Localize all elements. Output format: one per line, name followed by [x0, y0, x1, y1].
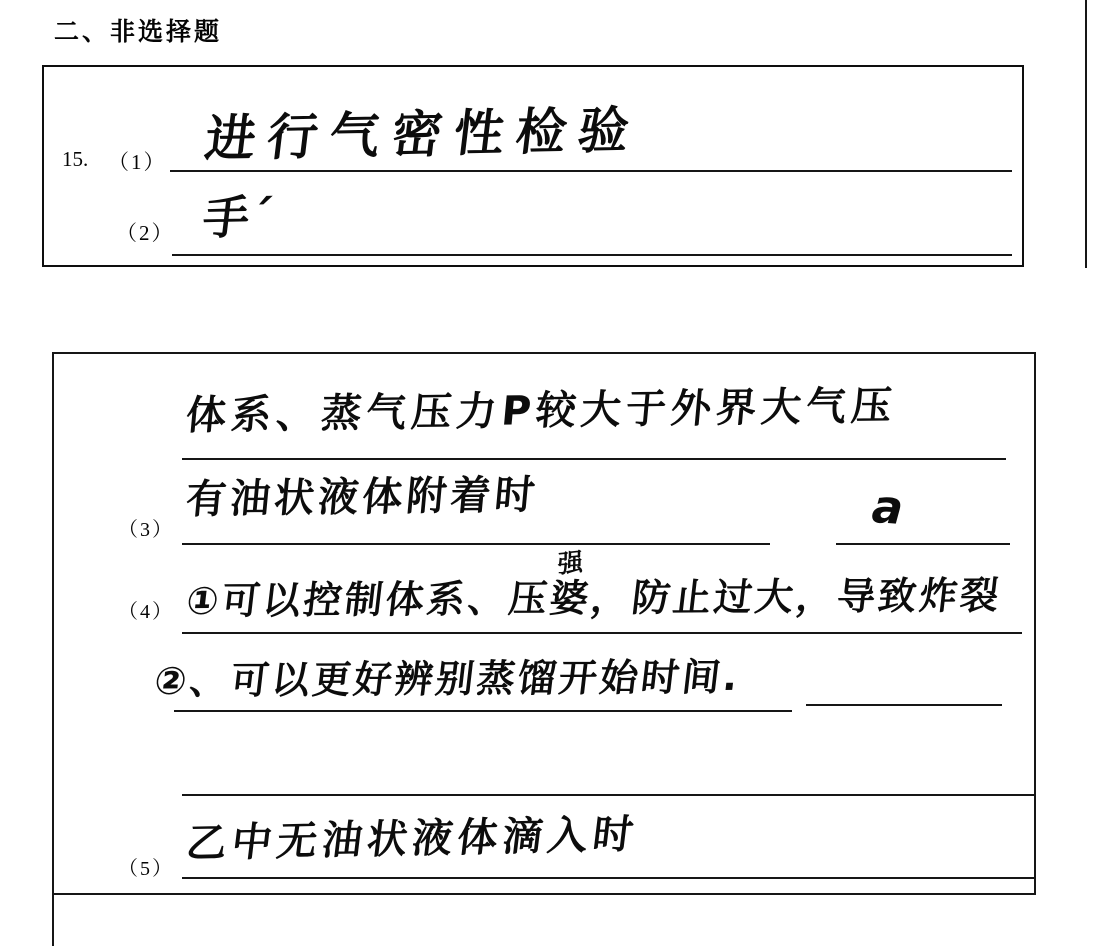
- answer-line-part5: [182, 877, 1034, 879]
- section-title: 二、非选择题: [54, 18, 223, 46]
- answer-line-part3-segment1: [182, 543, 770, 545]
- part3-label: （3）: [118, 519, 174, 541]
- part4-crossed-char: 婆: [547, 576, 594, 621]
- handwritten-answer-part4-line1: [183, 546, 1004, 623]
- page-edge-artifact-line: [1085, 0, 1087, 268]
- answer-line-blank: [182, 794, 1034, 796]
- answer-line-part4-line1: [182, 632, 1022, 634]
- handwritten-answer-part1: 进行气密性检验: [201, 100, 644, 168]
- handwritten-carryover-line: 体系、蒸气压力P较大于外界大气压: [183, 383, 899, 439]
- part2-label: （2）: [116, 221, 175, 245]
- part5-label: （5）: [118, 858, 174, 880]
- answer-line-part4-line2-segment2: [806, 704, 1002, 706]
- handwritten-answer-part3: 有油状液体附着时: [183, 472, 541, 523]
- box2-right-border: [1034, 352, 1036, 895]
- handwritten-answer-part5: 乙中无油状液体滴入时: [183, 811, 641, 867]
- answer-box-1: [42, 65, 1024, 267]
- box2-top-border: [52, 352, 1036, 354]
- answer-line-part4-line2-segment1: [174, 710, 792, 712]
- part4-line1-post: ，防止过大，导致炸裂: [588, 573, 1004, 621]
- answer-box-2: [52, 352, 1036, 946]
- handwritten-answer-part4-line2: ②、可以更好辨别蒸馏开始时间.: [151, 654, 744, 703]
- answer-line-carryover: [182, 458, 1006, 460]
- handwritten-margin-note-a: a: [870, 478, 905, 536]
- answer-line-part3-segment2: [836, 543, 1010, 545]
- box2-left-border: [52, 352, 54, 946]
- part4-label: （4）: [118, 601, 174, 623]
- part4-line1-pre: ①可以控制体系、压: [183, 576, 553, 623]
- part1-label: （1）: [108, 150, 167, 174]
- part4-correction-char: 强: [557, 546, 587, 579]
- handwritten-answer-part2: 手ˊ: [199, 189, 276, 245]
- answer-line-part2: [172, 254, 1012, 256]
- part4-correction-wrap: [547, 546, 594, 621]
- box2-bottom-border: [52, 893, 1036, 895]
- question-number: 15.: [62, 147, 89, 171]
- answer-line-part1: [170, 170, 1012, 172]
